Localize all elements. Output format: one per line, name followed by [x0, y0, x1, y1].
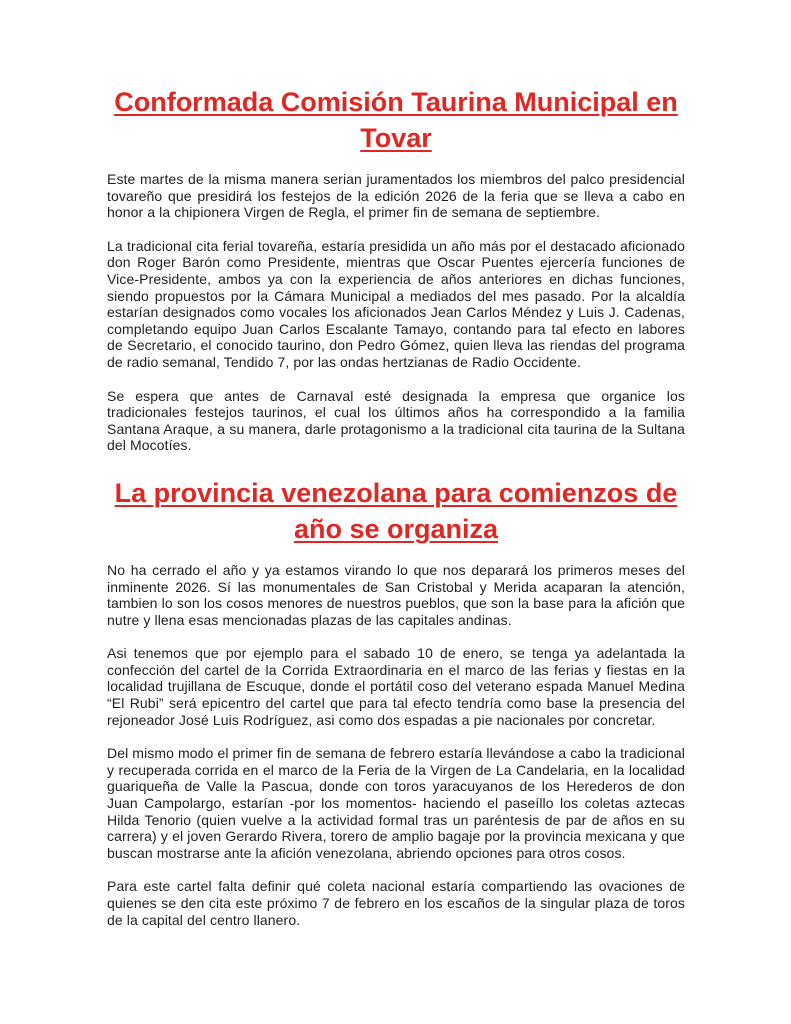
paragraph-cartel-por-definir: Para este cartel falta definir qué coleta nacional estaría compartiendo las ovaciones de quienes se den cita este próximo 7 de febrero en los escaños de la singular plaza de toros de la capital del centro llanero.	[107, 878, 685, 928]
headline-comision-taurina-tovar: Conformada Comisión Taurina Municipal en Tovar	[114, 87, 678, 153]
headline-provincia-venezolana: La provincia venezolana para comienzos de año se organiza	[114, 477, 678, 544]
paragraph-corrida-escuque: Asi tenemos que por ejemplo para el sabado 10 de enero, se tenga ya adelantada la confección del cartel de la Corrida Extraordinaria en el marco de las ferias y fiestas en la localidad trujillana de Escuque, donde el portátil coso del veterano espada Manuel Medina “El Rubi” será epicentro del cartel que para tal efecto tendría como base la presencia del rejoneador José Luis Rodríguez, asi como dos espadas a pie nacionales por concretar.	[107, 645, 685, 728]
paragraph-panorama-2026: No ha cerrado el año y ya estamos virando lo que nos deparará los primeros meses del inminente 2026. Sí las monumentales de San Cristobal y Merida acaparan la atención, tambien lo son los cosos menores de nuestros pueblos, que son la base para la afición que nutre y llena esas mencionadas plazas de las capitales andinas.	[107, 561, 685, 628]
paragraph-feria-candelaria: Del mismo modo el primer fin de semana de febrero estaría llevándose a cabo la tradicional y recuperada corrida en el marco de la Feria de la Virgen de La Candelaria, en la localidad guariqueña de Valle la Pascua, donde con toros yaracuyanos de los Herederos de don Juan Campolargo, estarían -por los momentos- haciendo el paseíllo los coletas aztecas Hilda Tenorio (quien vuelve a la actividad formal tras un paréntesis de par de años en su carrera) y el joven Gerardo Rivera, torero de amplio bagaje por la provincia mexicana y que buscan mostrarse ante la afición venezolana, abriendo opciones para otros cosos.	[107, 745, 685, 861]
paragraph-empresa-festejos: Se espera que antes de Carnaval esté designada la empresa que organice los tradicionales festejos taurinos, el cual los últimos años ha correspondido a la familia Santana Araque, a su manera, darle protagonismo a la tradicional cita taurina de la Sultana del Mocotíes.	[107, 387, 685, 454]
paragraph-integrantes-comision: La tradicional cita ferial tovareña, estaría presidida un año más por el destacado aficionado don Roger Barón como Presidente, mientras que Oscar Puentes ejercería funciones de Vice-Presidente, ambos ya con la experiencia de años anteriores en dichas funciones, siendo propuestos por la Cámara Municipal a mediados del mes pasado. Por la alcaldía estarían designados como vocales los aficionados Jean Carlos Méndez y Luis J. Cadenas, completando equipo Juan Carlos Escalante Tamayo, contando para tal efecto en labores de Secretario, el conocido taurino, don Pedro Gómez, quien lleva las riendas del programa de radio semanal, Tendido 7, por las ondas hertzianas de Radio Occidente.	[107, 237, 685, 370]
article-content	[107, 84, 685, 945]
paragraph-juramentacion-palco: Este martes de la misma manera serian juramentados los miembros del palco presidencial tovareño que presidirá los festejos de la edición 2026 de la feria que se lleva a cabo en honor a la chipionera Virgen de Regla, el primer fin de semana de septiembre.	[107, 171, 685, 221]
